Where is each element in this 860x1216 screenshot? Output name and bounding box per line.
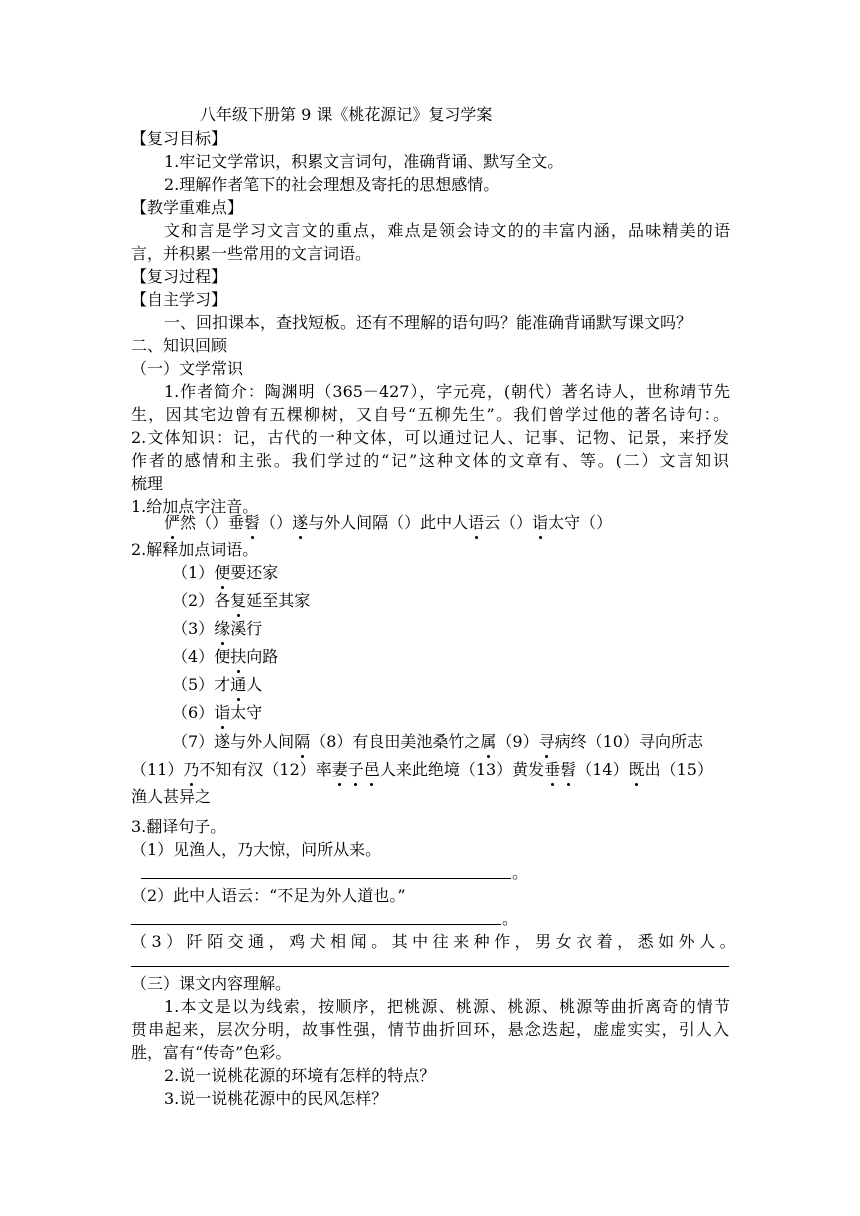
dotted-char: 乃	[183, 760, 200, 779]
item-text: 人	[246, 675, 263, 694]
pinyin-text: 与外人间隔（）	[308, 513, 421, 532]
answer-end-mark: 。	[512, 863, 529, 882]
step-2: 二、知识回顾	[131, 336, 228, 355]
answer-blank-3[interactable]	[131, 966, 729, 967]
dotted-char: 邑	[363, 760, 380, 779]
dotted-char: 通	[230, 675, 247, 694]
dotted-char: 扶	[230, 647, 247, 666]
content-p1-line-1: 1.本文是以为线索，按顺序，把桃源、桃源、桃源、桃源等曲折离奇的情节	[164, 997, 730, 1016]
dotted-char: 垂	[544, 760, 561, 779]
dotted-char: 既	[628, 760, 645, 779]
content-p1-line-3: 胜，富有“传奇”色彩。	[131, 1043, 292, 1062]
content-q2: 2.说一说桃花源的环境有怎样的特点？	[164, 1066, 436, 1085]
content-heading: （三）课文内容理解。	[131, 974, 292, 993]
self-study-heading: 【自主学习】	[131, 290, 228, 309]
item-text: （14）	[576, 760, 629, 779]
explain-heading: 2.解释加点词语。	[131, 540, 259, 559]
dotted-char: 语	[468, 513, 485, 532]
translate-heading: 3.翻译句子。	[131, 817, 227, 836]
item-text: 出（15）	[644, 760, 713, 779]
dotted-char: 诣	[532, 513, 549, 532]
answer-blank-2[interactable]	[131, 924, 501, 925]
pinyin-text: 然（）	[180, 513, 229, 532]
item-text: （9）	[496, 732, 539, 751]
item-text: 太守	[230, 703, 263, 722]
style-line-2: 作者的感情和主张。我们学过的“记”这种文体的文章有、等。(二）文言知识	[131, 451, 729, 470]
page-title: 八年级下册第 9 课《桃花源记》复习学案	[200, 105, 493, 124]
content-q3: 3.说一说桃花源中的民风怎样？	[164, 1089, 388, 1108]
item-text: （7）遂与外人间	[172, 732, 295, 751]
item-text: 延至其家	[246, 591, 311, 610]
explain-item-4	[172, 646, 772, 668]
dotted-char: 妻	[331, 760, 348, 779]
translate-q2: （2）此中人语云：“不足为外人道也。”	[131, 886, 406, 905]
literature-heading: （一）文学常识	[131, 359, 244, 378]
item-text: 各	[214, 591, 231, 610]
dotted-char: 俨	[164, 513, 181, 532]
pinyin-text: （）	[260, 513, 293, 532]
pinyin-text: 云（）	[484, 513, 533, 532]
dotted-char: 属	[480, 732, 497, 751]
item-text: 便	[214, 647, 231, 666]
explain-line-8	[131, 759, 731, 781]
process-heading: 【复习过程】	[131, 267, 228, 286]
style-line-3: 梳理	[131, 474, 164, 493]
item-text: （11）	[131, 760, 184, 779]
item-text: 人来此绝境（13）黄发	[379, 760, 545, 779]
item-number: （6）	[172, 703, 215, 722]
content-p1-line-2: 贯串起来，层次分明，故事性强，情节曲折回环，悬念迭起，虚虚实实，引人入	[131, 1020, 729, 1039]
pinyin-text: 太守（）	[548, 513, 613, 532]
item-text: 病终（10）寻向所志	[554, 732, 703, 751]
dotted-char: 髫	[244, 513, 261, 532]
item-text: （8）有良田美池桑竹之	[310, 732, 481, 751]
key-points-line-2: 言，并积累一些常用的文言词语。	[131, 244, 372, 263]
item-number: （3）	[172, 619, 215, 638]
dotted-char: 寻	[538, 732, 555, 751]
pinyin-heading: 1.给加点字注音。	[131, 497, 259, 516]
translate-q1: （1）见渔人，乃大惊，问所从来。	[131, 840, 382, 859]
item-text: 不知有汉（12）率	[199, 760, 332, 779]
author-line-1: 1.作者简介：陶渊明（365－427），字元亮，(朝代）著名诗人，世称靖节先	[164, 382, 730, 401]
item-number: （5）	[172, 675, 215, 694]
style-line-1: 2.文体知识：记，古代的一种文体，可以通过记人、记事、记物、记景，来抒发	[131, 428, 729, 447]
item-number: （4）	[172, 647, 215, 666]
explain-item-1	[172, 562, 772, 584]
goal-2: 2.理解作者笔下的社会理想及寄托的思想感情。	[164, 175, 500, 194]
item-text: 要还家	[230, 563, 279, 582]
goal-1: 1.牢记文学常识，积累文言词句，准确背诵、默写全文。	[164, 152, 564, 171]
pinyin-items	[164, 512, 764, 534]
explain-item-3	[172, 618, 772, 640]
item-text: 向路	[246, 647, 279, 666]
item-text: 溪行	[230, 619, 263, 638]
dotted-char: 复	[230, 591, 247, 610]
item-number: （1）	[172, 563, 215, 582]
item-number: （2）	[172, 591, 215, 610]
explain-line-9: 渔人甚异之	[131, 787, 212, 806]
explain-line-7	[172, 731, 772, 753]
dotted-char: 缘	[214, 619, 231, 638]
item-text: 才	[214, 675, 231, 694]
answer-blank-1[interactable]	[141, 878, 511, 879]
goals-heading: 【复习目标】	[131, 129, 228, 148]
explain-item-2	[172, 590, 772, 612]
dotted-char: 髫	[560, 760, 577, 779]
explain-item-5	[172, 674, 772, 696]
key-points-heading: 【教学重难点】	[131, 198, 244, 217]
pinyin-text: 垂	[228, 513, 245, 532]
pinyin-text: 此中人	[420, 513, 469, 532]
dotted-char: 隔	[294, 732, 311, 751]
author-line-2: 生，因其宅边曾有五棵柳树，又自号“五柳先生”。我们曾学过他的著名诗句：。	[131, 405, 729, 424]
dotted-char: 诣	[214, 703, 231, 722]
key-points-line-1: 文和言是学习文言文的重点，难点是领会诗文的的丰富内涵，品味精美的语	[164, 221, 730, 240]
explain-item-6	[172, 702, 772, 724]
translate-q3: （3）阡陌交通，鸡犬相闻。其中往来种作，男女衣着，悉如外人。	[131, 932, 741, 951]
dotted-char: 子	[347, 760, 364, 779]
dotted-char: 便	[214, 563, 231, 582]
step-1: 一、回扣课本，查找短板。还有不理解的语句吗？能准确背诵默写课文吗？	[164, 313, 693, 332]
dotted-char: 遂	[292, 513, 309, 532]
answer-end-mark: 。	[502, 909, 519, 928]
